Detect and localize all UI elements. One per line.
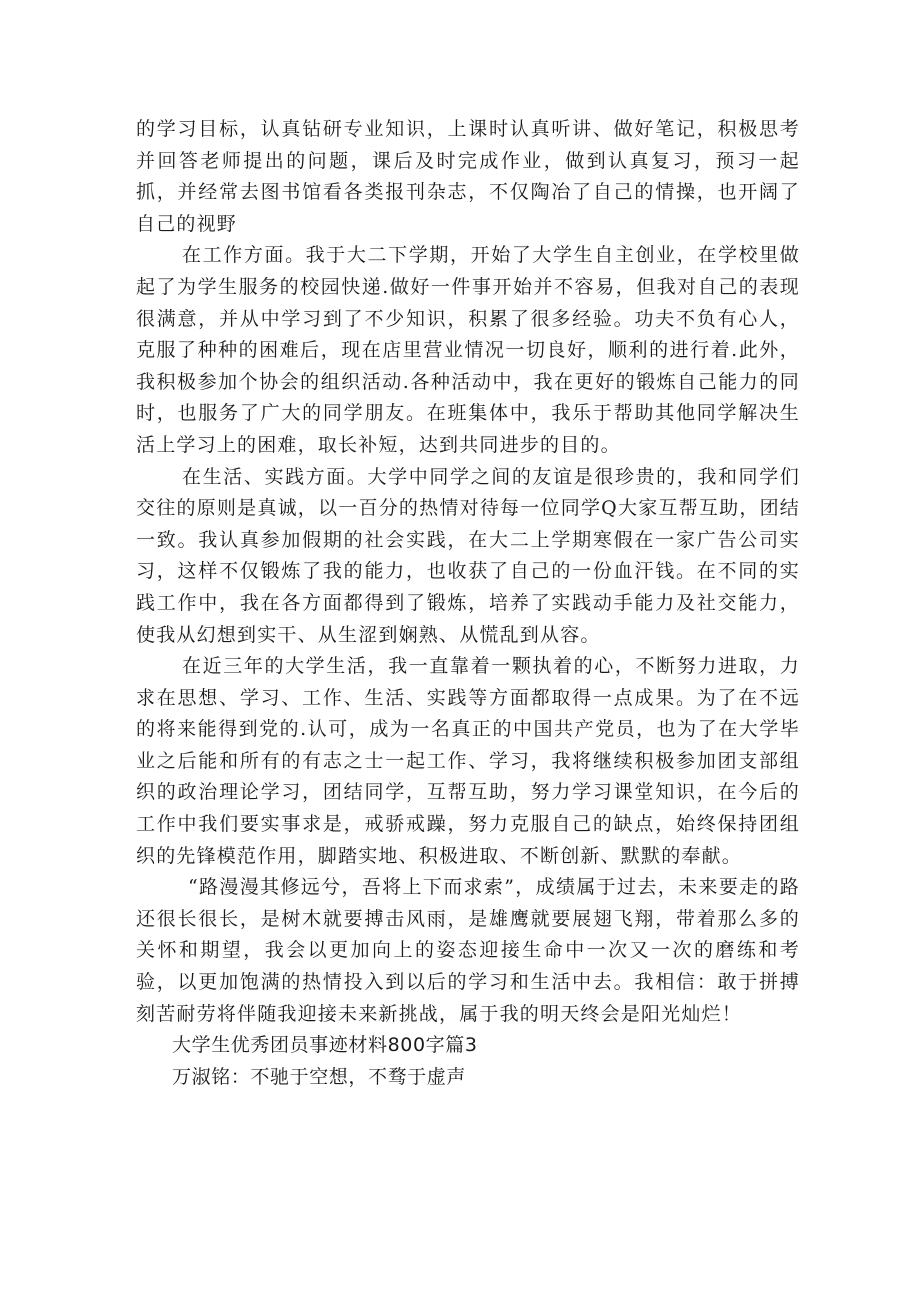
paragraph-summary: 在近三年的大学生活，我一直靠着一颗执着的心，不断努力进取，力求在思想、学习、工作、生活、实践等方面都取得一点成果。为了在不远的将来能得到党的.认可，成为一名真正的中国共产党员，也为了在大学毕业之后能和所有的有志之士一起工作、学习，我将继续积极参加团支部组织的政治理论学习，团结同学，互帮互助，努力学习课堂知识，在今后的工作中我们要实事求是，戒骄戒躁，努力克服自己的缺点，始终保持团组织的先锋模范作用，脚踏实地、积极进取、不断创新、默默的奉献。 [136, 655, 800, 867]
section-heading: 大学生优秀团员事迹材料800字篇3 [172, 1034, 478, 1057]
section-subheading: 万淑铭：不驰于空想，不骛于虚声 [172, 1065, 467, 1088]
paragraph-study-continued: 的学习目标，认真钻研专业知识，上课时认真听讲、做好笔记，积极思考并回答老师提出的问题，课后及时完成作业，做到认真复习，预习一起抓，并经常去图书馆看各类报刊杂志，不仅陶冶了自己的情操，也开阔了自己的视野 [136, 118, 800, 235]
paragraph-life-practice: 在生活、实践方面。大学中同学之间的友谊是很珍贵的，我和同学们交往的原则是真诚，以一百分的热情对待每一位同学Q大家互帮互助，团结一致。我认真参加假期的社会实践，在大二上学期寒假在一家广告公司实习，这样不仅锻炼了我的能力，也收获了自己的一份血汗钱。在不同的实践工作中，我在各方面都得到了锻炼，培养了实践动手能力及社交能力，使我从幻想到实干、从生涩到娴熟、从慌乱到从容。 [136, 465, 800, 646]
paragraph-quote-conclusion: “路漫漫其修远兮，吾将上下而求索”，成绩属于过去，未来要走的路还很长很长，是树木就要搏击风雨，是雄鹰就要展翅飞翔，带着那么多的关怀和期望，我会以更加向上的姿态迎接生命中一次又一次的磨练和考验，以更加饱满的热情投入到以后的学习和生活中去。我相信：敢于拼搏刻苦耐劳将伴随我迎接未来新挑战，属于我的明天终会是阳光灿烂！ [136, 876, 800, 1025]
paragraph-work: 在工作方面。我于大二下学期，开始了大学生自主创业，在学校里做起了为学生服务的校园快递.做好一件事开始并不容易，但我对自己的表现很满意，并从中学习到了不少知识，积累了很多经验。功夫不负有心人，克服了种种的困难后，现在店里营业情况一切良好，顺利的进行着.此外，我积极参加个协会的组织活动.各种活动中，我在更好的锻炼自己能力的同时，也服务了广大的同学朋友。在班集体中，我乐于帮助其他同学解决生活上学习上的困难，取长补短，达到共同进步的目的。 [136, 244, 800, 456]
document-body [136, 114, 800, 1093]
